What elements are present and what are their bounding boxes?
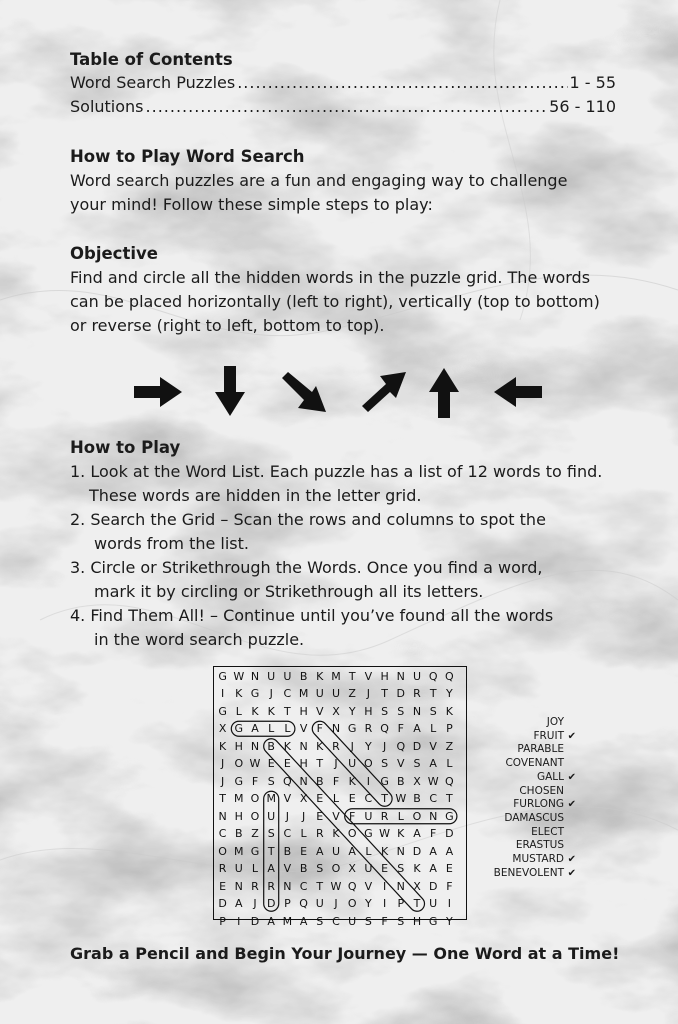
word-list-item	[486, 757, 576, 771]
word-list-word: MUSTARD	[512, 853, 564, 866]
toc-leader-dots	[146, 95, 548, 119]
grid-letter: J	[350, 739, 354, 753]
grid-letter: Q	[380, 722, 389, 735]
grid-letter: H	[299, 704, 308, 718]
grid-letter: N	[299, 739, 308, 753]
grid-letter: H	[234, 739, 243, 753]
grid-letter: A	[429, 757, 437, 770]
grid-letter: C	[332, 914, 340, 928]
grid-letter: U	[267, 809, 276, 823]
check-mark-icon: ✔	[567, 867, 576, 879]
grid-letter: E	[348, 792, 356, 805]
grid-letter: G	[347, 722, 357, 735]
grid-letter: I	[366, 774, 371, 788]
grid-letter: U	[364, 809, 373, 823]
grid-letter: U	[412, 669, 422, 683]
grid-letter: V	[429, 739, 437, 753]
grid-letter: F	[397, 722, 404, 735]
word-list-word: GALL	[536, 770, 564, 783]
grid-letter: D	[396, 687, 406, 700]
grid-letter: F	[446, 879, 453, 893]
grid-letter: V	[316, 704, 324, 718]
grid-letter: J	[285, 809, 290, 823]
diagonal-down-right-arrow-icon	[278, 368, 330, 416]
grid-letter: O	[250, 809, 260, 823]
word-list-word: FURLONG	[513, 798, 564, 811]
down-arrow-icon	[212, 364, 248, 420]
grid-letter: T	[348, 669, 356, 683]
grid-letter: R	[218, 862, 227, 875]
grid-letter: X	[332, 704, 340, 718]
grid-letter: U	[234, 862, 243, 875]
toc-entry-puzzles	[70, 71, 616, 95]
grid-letter: K	[397, 827, 405, 840]
grid-letter: R	[315, 827, 324, 840]
grid-letter: Y	[446, 914, 453, 928]
grid-letter: O	[250, 792, 260, 805]
grid-letter: Q	[347, 879, 357, 893]
grid-letter: K	[332, 827, 340, 840]
grid-letter: S	[397, 914, 405, 928]
grid-letter: W	[249, 757, 261, 770]
grid-letter: A	[429, 862, 437, 875]
grid-letter: T	[284, 704, 291, 718]
grid-letter: T	[381, 792, 388, 805]
grid-letter: Q	[428, 669, 438, 683]
grid-letter: L	[430, 722, 437, 735]
grid-letter: T	[267, 844, 275, 858]
toc-entry-label: Word Search Puzzles	[70, 73, 236, 92]
grid-letter: F	[316, 722, 323, 735]
grid-letter: G	[218, 669, 227, 683]
grid-letter: O	[331, 862, 341, 875]
grid-letter: S	[364, 914, 372, 928]
grid-letter: N	[396, 879, 405, 893]
grid-letter: J	[269, 687, 273, 700]
grid-letter: M	[298, 687, 309, 700]
grid-letter: T	[381, 687, 388, 700]
grid-letter: V	[299, 722, 308, 735]
intro-line: Word search puzzles are a fun and engaging way to challenge	[70, 171, 568, 190]
grid-letter: G	[380, 774, 389, 788]
grid-letter: K	[283, 739, 291, 753]
grid-letter: V	[283, 862, 292, 875]
grid-letter: F	[381, 914, 388, 928]
grid-letter: M	[234, 792, 244, 805]
grid-letter: G	[250, 844, 260, 858]
grid-letter: L	[332, 792, 340, 805]
grid-letter: N	[234, 879, 243, 893]
word-list-word: BENEVOLENT	[493, 866, 564, 879]
grid-letter: A	[235, 897, 243, 910]
grid-letter: M	[234, 844, 244, 858]
grid-letter: H	[380, 669, 389, 683]
step-line: These words are hidden in the letter grid.	[89, 486, 422, 505]
grid-letter: U	[283, 669, 292, 683]
grid-letter: K	[267, 704, 275, 718]
grid-letter: I	[382, 879, 387, 893]
grid-letter: A	[251, 722, 259, 735]
right-arrow-icon	[130, 374, 186, 410]
grid-letter: N	[283, 879, 292, 893]
grid-letter: P	[446, 722, 453, 735]
grid-letter: V	[283, 792, 292, 805]
step-line: 2. Search the Grid – Scan the rows and columns to spot the	[70, 510, 546, 529]
grid-letter: Y	[365, 739, 372, 753]
grid-letter: X	[218, 722, 227, 735]
word-list-word: ELECT	[531, 825, 564, 838]
check-mark-icon: ✔	[567, 799, 576, 811]
up-arrow-icon	[426, 364, 462, 420]
grid-letter: T	[316, 757, 324, 770]
grid-letter: L	[284, 722, 291, 735]
grid-letter: M	[331, 669, 341, 683]
grid-letter: J	[220, 757, 225, 770]
grid-letter: C	[283, 827, 292, 840]
step-line: words from the list.	[94, 534, 249, 553]
grid-letter: W	[427, 774, 439, 788]
grid-letter: U	[331, 687, 341, 700]
grid-letter: O	[234, 757, 244, 770]
toc-title: Table of Contents	[70, 50, 233, 69]
grid-letter: K	[251, 704, 259, 718]
grid-letter: S	[397, 704, 405, 718]
grid-letter: V	[332, 809, 340, 823]
word-list-item	[486, 812, 576, 826]
grid-letter: F	[430, 827, 437, 840]
grid-letter: J	[334, 757, 338, 770]
grid-letter: G	[234, 722, 244, 735]
grid-letter: K	[218, 739, 227, 753]
grid-letter: T	[413, 897, 421, 910]
word-list-item	[486, 853, 576, 867]
grid-letter: Z	[251, 827, 259, 840]
word-list-word: COVENANT	[505, 757, 564, 770]
grid-letter: W	[330, 879, 342, 893]
grid-letter: E	[300, 844, 308, 858]
check-mark-icon: ✔	[567, 730, 576, 742]
word-list-word: PARABLE	[517, 743, 564, 756]
grid-letter: I	[237, 914, 241, 928]
grid-letter: K	[348, 774, 356, 788]
grid-letter: J	[366, 687, 371, 700]
grid-letter: S	[381, 704, 389, 718]
grid-letter: R	[267, 879, 276, 893]
grid-letter: N	[412, 704, 422, 718]
grid-letter: Q	[396, 739, 406, 753]
grid-letter: D	[250, 914, 260, 928]
grid-letter: C	[429, 792, 438, 805]
grid-letter: E	[267, 757, 275, 770]
word-list-word: CHOSEN	[519, 784, 564, 797]
grid-letter: U	[429, 897, 438, 910]
grid-letter: J	[301, 809, 306, 823]
grid-letter: V	[364, 879, 373, 893]
grid-letter: O	[364, 757, 373, 770]
letter-grid	[214, 667, 466, 928]
grid-letter: G	[364, 827, 373, 840]
grid-letter: X	[413, 774, 421, 788]
grid-letter: K	[380, 844, 389, 858]
grid-letter: E	[219, 879, 227, 893]
word-list-word: DAMASCUS	[504, 811, 564, 824]
grid-letter: C	[299, 879, 308, 893]
grid-letter: T	[429, 687, 437, 700]
grid-letter: E	[316, 809, 324, 823]
grid-letter: H	[234, 809, 243, 823]
word-search-grid	[213, 666, 467, 928]
grid-letter: K	[316, 739, 324, 753]
word-list-item	[486, 743, 576, 757]
grid-letter: S	[316, 914, 324, 928]
grid-letter: R	[332, 739, 340, 753]
grid-letter: B	[267, 739, 275, 753]
grid-letter: U	[331, 844, 341, 858]
grid-letter: L	[268, 722, 275, 735]
grid-letter: Y	[365, 897, 372, 910]
grid-letter: W	[379, 827, 391, 840]
word-list-word: ERASTUS	[515, 839, 564, 852]
grid-letter: B	[299, 669, 308, 683]
grid-letter: R	[364, 722, 373, 735]
grid-letter: S	[267, 774, 275, 788]
grid-letter: A	[445, 844, 454, 858]
toc-entry-label: Solutions	[70, 97, 144, 116]
grid-letter: Y	[446, 687, 453, 700]
step-line: mark it by circling or Strikethrough all its letters.	[94, 582, 484, 601]
grid-letter: D	[412, 739, 422, 753]
word-list-item	[486, 826, 576, 840]
grid-letter: B	[413, 792, 421, 805]
grid-letter: M	[266, 792, 276, 805]
grid-letter: D	[445, 827, 454, 840]
grid-letter: U	[315, 687, 324, 700]
grid-letter: K	[235, 687, 243, 700]
grid-letter: G	[428, 914, 438, 928]
diagonal-up-right-arrow-icon	[358, 368, 410, 416]
grid-letter: S	[397, 862, 405, 875]
grid-letter: R	[380, 809, 389, 823]
grid-letter: V	[397, 757, 405, 770]
toc-entry-pages: 56 - 110	[549, 97, 616, 116]
footer-tagline: Grab a Pencil and Begin Your Journey — One Word at a Time!	[70, 944, 620, 963]
word-list-item	[486, 785, 576, 799]
grid-letter: O	[218, 844, 227, 858]
grid-letter: A	[267, 862, 275, 875]
grid-letter: U	[267, 669, 276, 683]
grid-letter: I	[447, 897, 452, 910]
grid-letter: Y	[348, 704, 356, 718]
grid-letter: X	[348, 862, 356, 875]
step-line: in the word search puzzle.	[94, 630, 305, 649]
grid-letter: K	[413, 862, 421, 875]
word-list-item	[486, 839, 576, 853]
grid-letter: F	[349, 809, 356, 823]
grid-letter: C	[283, 687, 292, 700]
objective-heading: Objective	[70, 244, 158, 263]
grid-letter: B	[283, 844, 292, 858]
grid-letter: U	[348, 914, 357, 928]
word-list-item	[486, 716, 576, 730]
word-list-item	[486, 730, 576, 744]
grid-letter: T	[219, 792, 226, 805]
grid-letter: A	[413, 827, 421, 840]
grid-letter: M	[282, 914, 293, 928]
grid-letter: N	[331, 722, 341, 735]
grid-letter: H	[364, 704, 373, 718]
grid-letter: Q	[445, 669, 454, 683]
grid-letter: S	[429, 704, 437, 718]
grid-letter: X	[413, 879, 421, 893]
word-list-item	[486, 798, 576, 812]
grid-letter: L	[365, 844, 372, 858]
grid-letter: L	[397, 809, 404, 823]
grid-letter: P	[284, 897, 291, 910]
grid-letter: K	[445, 704, 453, 718]
grid-letter: V	[364, 669, 373, 683]
grid-letter: I	[220, 687, 225, 700]
grid-letter: A	[348, 844, 356, 858]
grid-letter: I	[382, 897, 387, 910]
toc-entry-pages: 1 - 55	[569, 73, 616, 92]
objective-line: or reverse (right to left, bottom to top).	[70, 316, 385, 335]
left-arrow-icon	[490, 374, 546, 410]
objective-line: can be placed horizontally (left to right), vertically (top to bottom)	[70, 292, 600, 311]
grid-letter: Q	[445, 774, 454, 788]
grid-letter: S	[316, 862, 324, 875]
grid-letter: R	[251, 879, 259, 893]
grid-letter: J	[220, 774, 225, 788]
grid-letter: B	[397, 774, 405, 788]
grid-letter: E	[316, 792, 324, 805]
grid-letter: W	[395, 792, 407, 805]
grid-letter: N	[250, 669, 260, 683]
grid-letter: Z	[445, 739, 454, 753]
grid-letter: N	[396, 669, 405, 683]
word-list	[486, 716, 576, 880]
grid-letter: A	[299, 914, 308, 928]
grid-letter: O	[347, 897, 357, 910]
grid-letter: Q	[299, 897, 308, 910]
grid-letter: O	[347, 827, 357, 840]
grid-letter: A	[316, 844, 324, 858]
grid-letter: G	[234, 774, 244, 788]
step-line: 1. Look at the Word List. Each puzzle has a list of 12 words to find.	[70, 462, 603, 481]
grid-letter: A	[267, 914, 275, 928]
grid-letter: U	[348, 757, 357, 770]
grid-letter: S	[381, 757, 389, 770]
grid-letter: S	[267, 827, 275, 840]
grid-letter: N	[396, 844, 405, 858]
grid-letter: D	[428, 879, 438, 893]
grid-letter: U	[364, 862, 373, 875]
grid-letter: B	[299, 862, 308, 875]
grid-letter: J	[253, 897, 257, 910]
grid-letter: F	[251, 774, 259, 788]
objective-line: Find and circle all the hidden words in the puzzle grid. The words	[70, 268, 591, 287]
check-mark-icon: ✔	[567, 854, 576, 866]
grid-letter: E	[445, 862, 453, 875]
toc-entry-solutions	[70, 95, 616, 119]
grid-letter: L	[446, 757, 453, 770]
grid-letter: O	[412, 809, 422, 823]
grid-letter: A	[413, 722, 421, 735]
grid-letter: X	[299, 792, 308, 805]
intro-line: your mind! Follow these simple steps to play:	[70, 195, 433, 214]
step-line: 4. Find Them All! – Continue until you’ve found all the words	[70, 606, 554, 625]
grid-letter: L	[235, 704, 242, 718]
grid-letter: R	[413, 687, 421, 700]
grid-letter: N	[299, 774, 308, 788]
grid-letter: P	[219, 914, 226, 928]
grid-letter: W	[233, 669, 245, 683]
grid-letter: Q	[283, 774, 292, 788]
grid-letter: D	[266, 897, 276, 910]
direction-arrows	[130, 360, 550, 424]
check-mark-icon: ✔	[567, 771, 576, 783]
grid-letter: C	[364, 792, 373, 805]
grid-letter: B	[235, 827, 243, 840]
word-list-word: JOY	[546, 716, 564, 728]
grid-letter: N	[429, 809, 438, 823]
grid-letter: J	[334, 897, 338, 910]
grid-letter: H	[299, 757, 308, 770]
grid-letter: E	[283, 757, 291, 770]
grid-letter: E	[381, 862, 389, 875]
grid-letter: D	[412, 844, 422, 858]
grid-letter: H	[412, 914, 422, 928]
grid-letter: D	[218, 897, 227, 910]
word-list-item	[486, 771, 576, 785]
grid-letter: N	[250, 739, 260, 753]
grid-letter: C	[218, 827, 227, 840]
grid-letter: B	[316, 774, 324, 788]
grid-letter: N	[218, 809, 227, 823]
grid-letter: J	[382, 739, 387, 753]
grid-letter: G	[250, 687, 260, 700]
grid-letter: G	[218, 704, 227, 718]
word-list-item	[486, 867, 576, 881]
word-list-word: FRUIT	[533, 729, 564, 742]
grid-letter: T	[316, 879, 324, 893]
toc-leader-dots	[237, 71, 567, 95]
grid-letter: G	[445, 809, 454, 823]
grid-letter: S	[413, 757, 421, 770]
grid-letter: L	[251, 862, 259, 875]
how-to-play-heading: How to Play	[70, 438, 181, 457]
grid-letter: P	[397, 897, 405, 910]
step-line: 3. Circle or Strikethrough the Words. Once you find a word,	[70, 558, 543, 577]
how-to-play-word-search-heading: How to Play Word Search	[70, 147, 305, 166]
grid-letter: A	[429, 844, 437, 858]
grid-letter: Z	[348, 687, 356, 700]
grid-letter: U	[315, 897, 324, 910]
grid-letter: T	[446, 792, 453, 805]
grid-letter: L	[300, 827, 307, 840]
grid-letter: K	[316, 669, 324, 683]
grid-letter: F	[332, 774, 340, 788]
